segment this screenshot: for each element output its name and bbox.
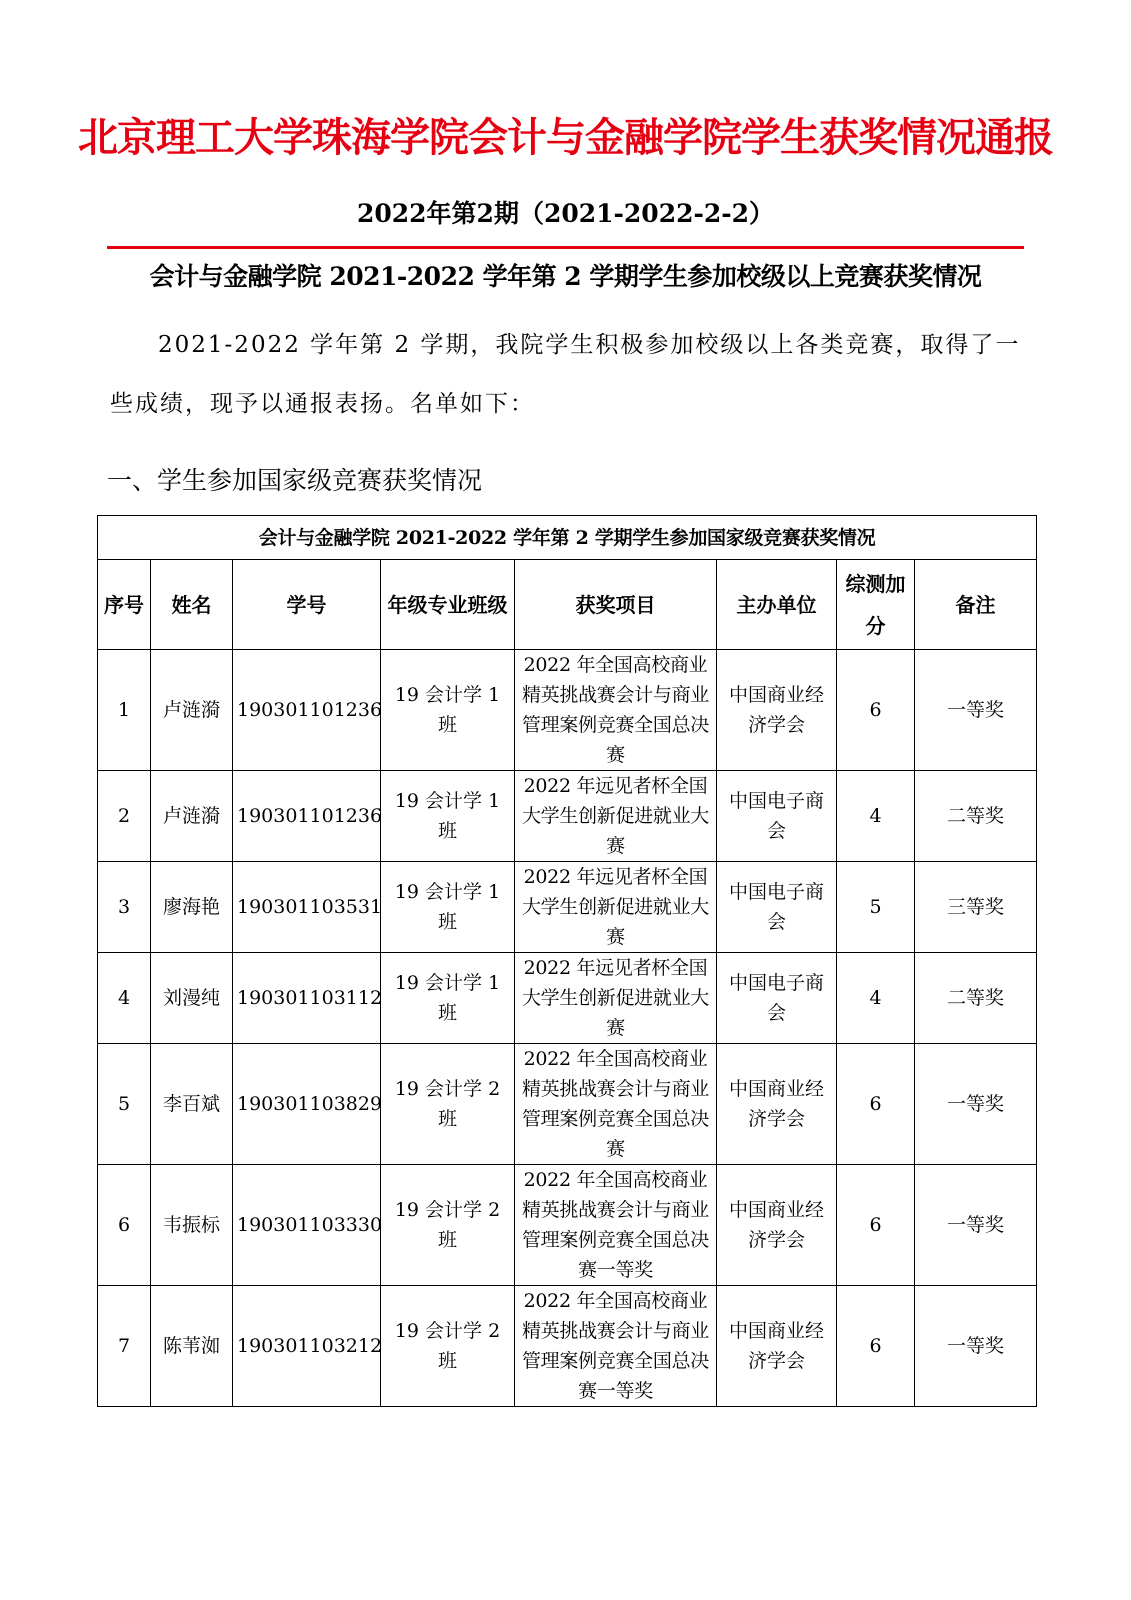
table-row [98,771,1037,862]
table-row [98,1286,1037,1407]
cell-name: 陈苇洳 [151,1286,233,1407]
cell-student-id: 190301103330 [233,1165,381,1286]
cell-student-id: 190301101236 [233,650,381,771]
cell-class: 19 会计学 2 班 [381,1286,515,1407]
cell-name: 卢涟漪 [151,650,233,771]
cell-organizer: 中国商业经济学会 [717,1165,837,1286]
cell-name: 卢涟漪 [151,771,233,862]
cell-score: 6 [837,1165,915,1286]
header-score: 综测加分 [837,560,915,650]
cell-class: 19 会计学 2 班 [381,1044,515,1165]
cell-organizer: 中国电子商会 [717,953,837,1044]
cell-remark: 一等奖 [915,1165,1037,1286]
cell-student-id: 190301103829 [233,1044,381,1165]
header-name: 姓名 [151,560,233,650]
cell-seq: 7 [98,1286,151,1407]
cell-name: 刘漫纯 [151,953,233,1044]
cell-project: 2022 年全国高校商业精英挑战赛会计与商业管理案例竞赛全国总决赛一等奖 [515,1165,717,1286]
cell-seq: 5 [98,1044,151,1165]
cell-seq: 2 [98,771,151,862]
cell-class: 19 会计学 1 班 [381,862,515,953]
intro-line: 些成绩，现予以通报表扬。名单如下： [110,391,535,417]
cell-project: 2022 年全国高校商业精英挑战赛会计与商业管理案例竞赛全国总决赛 [515,1044,717,1165]
header-seq: 序号 [98,560,151,650]
header-organizer: 主办单位 [717,560,837,650]
cell-class: 19 会计学 1 班 [381,953,515,1044]
cell-class: 19 会计学 2 班 [381,1165,515,1286]
cell-organizer: 中国电子商会 [717,771,837,862]
cell-class: 19 会计学 1 班 [381,771,515,862]
table-caption: 会计与金融学院 2021-2022 学年第 2 学期学生参加国家级竞赛获奖情况 [98,516,1037,560]
cell-score: 4 [837,953,915,1044]
header-project: 获奖项目 [515,560,717,650]
cell-project: 2022 年远见者杯全国大学生创新促进就业大赛 [515,771,717,862]
cell-score: 4 [837,771,915,862]
cell-remark: 一等奖 [915,650,1037,771]
cell-seq: 4 [98,953,151,1044]
cell-remark: 三等奖 [915,862,1037,953]
cell-organizer: 中国电子商会 [717,862,837,953]
cell-name: 韦振标 [151,1165,233,1286]
cell-score: 5 [837,862,915,953]
cell-project: 2022 年远见者杯全国大学生创新促进就业大赛 [515,953,717,1044]
table-row [98,1165,1037,1286]
header-student-id: 学号 [233,560,381,650]
table-row [98,1044,1037,1165]
issue-number: 2022年第2期（2021-2022-2-2） [356,199,775,228]
cell-seq: 6 [98,1165,151,1286]
header-class: 年级专业班级 [381,560,515,650]
cell-remark: 二等奖 [915,771,1037,862]
cell-name: 廖海艳 [151,862,233,953]
document-title: 北京理工大学珠海学院会计与金融学院学生获奖情况通报 [78,115,1053,161]
awards-table [97,515,1037,1407]
intro-line: 2021-2022 学年第 2 学期，我院学生积极参加校级以上各类竞赛，取得了一 [158,332,1021,358]
cell-organizer: 中国商业经济学会 [717,650,837,771]
header-remark: 备注 [915,560,1037,650]
cell-remark: 二等奖 [915,953,1037,1044]
cell-score: 6 [837,1044,915,1165]
document-subtitle: 会计与金融学院 2021-2022 学年第 2 学期学生参加校级以上竞赛获奖情况 [149,262,982,291]
table-row [98,650,1037,771]
cell-remark: 一等奖 [915,1044,1037,1165]
intro-paragraph [110,316,1024,434]
cell-project: 2022 年全国高校商业精英挑战赛会计与商业管理案例竞赛全国总决赛一等奖 [515,1286,717,1407]
cell-project: 2022 年全国高校商业精英挑战赛会计与商业管理案例竞赛全国总决赛 [515,650,717,771]
cell-seq: 3 [98,862,151,953]
cell-remark: 一等奖 [915,1286,1037,1407]
cell-class: 19 会计学 1 班 [381,650,515,771]
cell-student-id: 190301103212 [233,1286,381,1407]
section-heading: 一、学生参加国家级竞赛获奖情况 [107,466,483,495]
cell-project: 2022 年远见者杯全国大学生创新促进就业大赛 [515,862,717,953]
cell-score: 6 [837,650,915,771]
table-row [98,862,1037,953]
title-divider [107,246,1024,249]
cell-name: 李百斌 [151,1044,233,1165]
cell-organizer: 中国商业经济学会 [717,1286,837,1407]
cell-score: 6 [837,1286,915,1407]
cell-student-id: 190301103531 [233,862,381,953]
cell-organizer: 中国商业经济学会 [717,1044,837,1165]
cell-student-id: 190301101236 [233,771,381,862]
table-row [98,953,1037,1044]
cell-seq: 1 [98,650,151,771]
cell-student-id: 190301103112 [233,953,381,1044]
